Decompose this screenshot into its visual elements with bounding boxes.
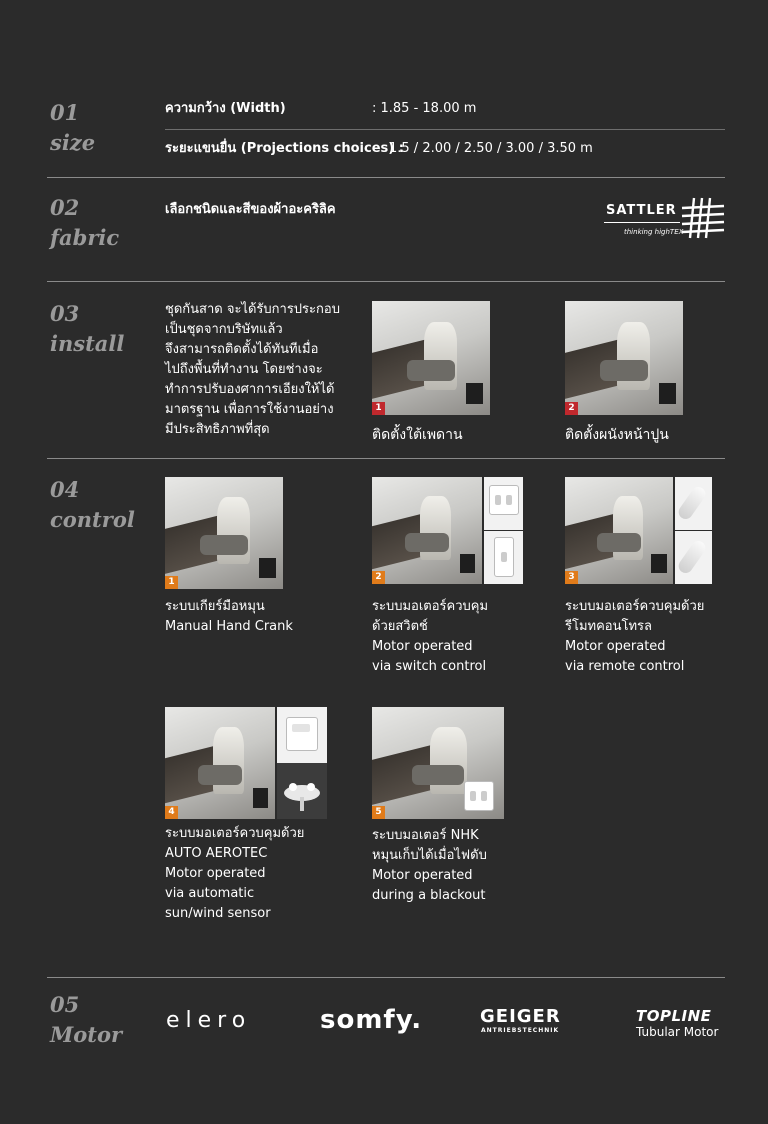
control-nhk-photo: [372, 707, 504, 819]
section-number-install: 03 install: [50, 301, 125, 356]
install-desc-line: จึงสามารถติดตั้งได้ทันทีเมื่อ: [165, 342, 319, 357]
sattler-tagline: thinking highTEX: [624, 228, 684, 236]
caption-line: during a blackout: [372, 888, 486, 903]
single-switch-icon: [494, 537, 514, 577]
geiger-subtitle: ANTRIEBSTECHNIK: [481, 1027, 560, 1034]
sattler-hash-icon: [680, 196, 726, 240]
photo-badge: 4: [165, 806, 178, 819]
section-number-control: 04 control: [50, 477, 135, 532]
install-ceiling-photo: [372, 301, 490, 415]
control-switch-caption: [372, 597, 488, 677]
section-divider: [47, 458, 725, 459]
install-desc-line: มีประสิทธิภาพที่สุด: [165, 422, 270, 437]
width-value: : 1.85 - 18.00 m: [372, 101, 477, 116]
caption-line: sun/wind sensor: [165, 906, 271, 921]
caption-line: via automatic: [165, 886, 255, 901]
caption-line: ด้วยสวิตช์: [372, 619, 428, 634]
topline-logo: TOPLINE: [636, 1007, 712, 1025]
double-switch-icon: [489, 485, 519, 515]
photo-badge: 1: [165, 576, 178, 589]
control-remote-photo: [565, 477, 673, 584]
section-divider: [47, 281, 725, 282]
caption-line: via switch control: [372, 659, 487, 674]
switch-panel-image: [482, 531, 523, 584]
remote-control-icon: [676, 538, 708, 576]
control-manual-caption: [165, 597, 293, 637]
section-number-size: 01 size: [50, 100, 96, 155]
width-label: ความกว้าง (Width): [165, 101, 286, 116]
install-desc-line: ทำการปรับองศาการเอียงให้ได้: [165, 382, 335, 397]
install-desc-line: ไปถึงพื้นที่ทำงาน โดยช่างจะ: [165, 362, 323, 377]
geiger-logo: GEIGER: [480, 1006, 561, 1027]
install-desc-line: มาตรฐาน เพื่อการใช้งานอย่าง: [165, 402, 334, 417]
remote-control-icon: [676, 484, 708, 522]
control-remote-caption: [565, 597, 704, 677]
photo-badge: 3: [565, 571, 578, 584]
caption-line: ระบบมอเตอร์ควบคุมด้วย: [165, 826, 305, 841]
control-aerotec-caption: [165, 824, 304, 924]
caption-line: ระบบมอเตอร์ควบคุม: [372, 599, 489, 614]
double-switch-icon: [464, 781, 494, 811]
caption-line: AUTO AEROTEC: [165, 846, 268, 861]
install-desc-line: เป็นชุดจากบริษัทแล้ว: [165, 322, 283, 337]
caption-line: รีโมทคอนโทรล: [565, 619, 652, 634]
caption-line: Motor operated: [565, 639, 666, 654]
section-number-motor: 05 Motor: [50, 992, 123, 1047]
projection-value: 1.5 / 2.00 / 2.50 / 3.00 / 3.50 m: [389, 141, 593, 156]
somfy-logo: somfy.: [320, 1005, 423, 1035]
divider: [165, 129, 725, 130]
install-ceiling-caption: ติดตั้งใต้เพดาน: [372, 427, 463, 443]
remote-image: [673, 531, 712, 584]
control-nhk-caption: [372, 826, 487, 906]
install-wall-photo: [565, 301, 683, 415]
remote-image: [673, 477, 712, 530]
caption-line: via remote control: [565, 659, 685, 674]
caption-line: Motor operated: [372, 868, 473, 883]
sensor-control-panel-icon: [286, 717, 318, 751]
elero-logo: elero: [166, 1008, 252, 1033]
control-aerotec-photo: [165, 707, 275, 819]
control-switch-photo: [372, 477, 482, 584]
caption-line: ระบบเกียร์มือหมุน: [165, 599, 265, 614]
caption-line: Manual Hand Crank: [165, 619, 293, 634]
caption-line: หมุนเก็บได้เมื่อไฟดับ: [372, 848, 487, 863]
section-divider: [47, 977, 725, 978]
section-divider: [47, 177, 725, 178]
fabric-text: เลือกชนิดและสีของผ้าอะคริลิค: [165, 202, 336, 217]
wind-sensor-image: [275, 763, 327, 819]
photo-badge: 5: [372, 806, 385, 819]
caption-line: ระบบมอเตอร์ NHK: [372, 828, 479, 843]
caption-line: Motor operated: [165, 866, 266, 881]
section-number-fabric: 02 fabric: [50, 195, 120, 250]
install-description: [165, 300, 340, 440]
caption-line: ระบบมอเตอร์ควบคุมด้วย: [565, 599, 705, 614]
sensor-display-image: [275, 707, 327, 763]
photo-badge: 2: [565, 402, 578, 415]
photo-badge: 1: [372, 402, 385, 415]
sattler-brand: SATTLER: [606, 203, 677, 218]
caption-line: Motor operated: [372, 639, 473, 654]
install-wall-caption: ติดตั้งผนังหน้าปูน: [565, 427, 669, 443]
install-desc-line: ชุดกันสาด จะได้รับการประกอบ: [165, 302, 340, 317]
logo-underline: [604, 222, 680, 223]
control-manual-photo: [165, 477, 283, 589]
projection-label: ระยะแขนยื่น (Projections choices) :: [165, 141, 404, 156]
switch-panel-image: [482, 477, 523, 530]
sattler-logo: [604, 196, 726, 242]
wind-sensor-icon: [277, 763, 327, 819]
topline-subtitle: Tubular Motor: [636, 1025, 719, 1039]
photo-badge: 2: [372, 571, 385, 584]
